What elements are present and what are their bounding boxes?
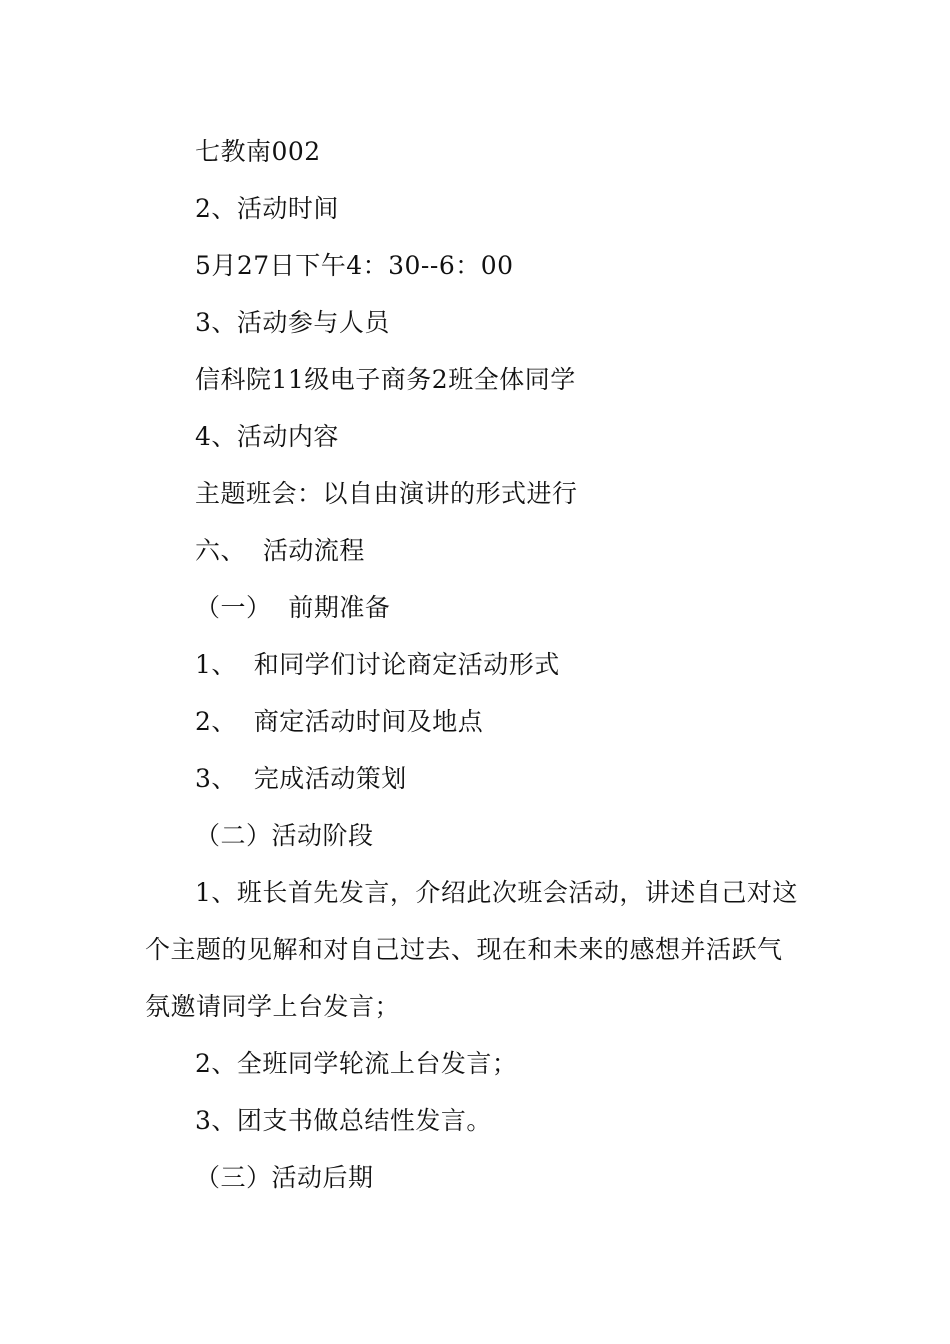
list-item: 1、 和同学们讨论商定活动形式 <box>195 650 560 679</box>
time-text: 5月27日下午4：30--6：00 <box>195 251 514 280</box>
location-text: 七教南002 <box>195 137 321 166</box>
subsection-heading-followup: （三）活动后期 <box>195 1163 374 1192</box>
paragraph-line: 1、班长首先发言，介绍此次班会活动，讲述自己对这 <box>195 878 798 907</box>
section-heading-content: 4、活动内容 <box>195 422 339 451</box>
paragraph-line: 氛邀请同学上台发言； <box>145 992 401 1021</box>
list-item: 3、团支书做总结性发言。 <box>195 1106 492 1135</box>
subsection-heading-preparation: （一） 前期准备 <box>195 593 391 622</box>
section-heading-time: 2、活动时间 <box>195 194 339 223</box>
list-item: 2、 商定活动时间及地点 <box>195 707 484 736</box>
paragraph-line: 个主题的见解和对自己过去、现在和未来的感想并活跃气 <box>145 935 783 964</box>
participants-text: 信科院11级电子商务2班全体同学 <box>195 365 576 394</box>
list-item: 3、 完成活动策划 <box>195 764 407 793</box>
section-heading-process: 六、 活动流程 <box>195 536 365 565</box>
list-item: 2、全班同学轮流上台发言； <box>195 1049 518 1078</box>
content-text: 主题班会：以自由演讲的形式进行 <box>195 479 578 508</box>
section-heading-participants: 3、活动参与人员 <box>195 308 390 337</box>
subsection-heading-activity: （二）活动阶段 <box>195 821 374 850</box>
